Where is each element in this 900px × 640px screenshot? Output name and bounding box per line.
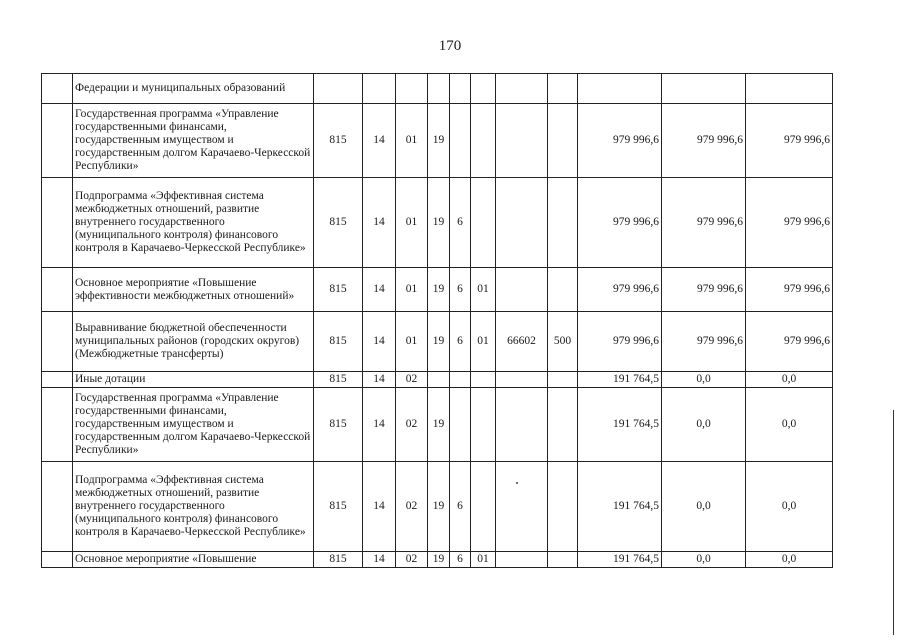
name-cell: Основное мероприятие «Повышение: [73, 552, 314, 568]
program-cell: 19: [428, 312, 450, 372]
expense-type-cell: [548, 552, 578, 568]
table-row: [42, 462, 833, 552]
event-cell: 01: [471, 268, 496, 312]
section-cell: 14: [363, 104, 396, 178]
table-row: [42, 388, 833, 462]
ministry-cell: 815: [314, 268, 363, 312]
row-number-cell: [42, 104, 73, 178]
subsection-cell: 02: [396, 372, 428, 388]
event-cell: [471, 388, 496, 462]
table-row: [42, 372, 833, 388]
section-cell: 14: [363, 312, 396, 372]
section-cell: 14: [363, 372, 396, 388]
subsection-cell: 01: [396, 104, 428, 178]
sum1-cell: 979 996,6: [578, 268, 662, 312]
sum3-cell: 979 996,6: [746, 312, 833, 372]
section-cell: 14: [363, 268, 396, 312]
section-cell: [363, 74, 396, 104]
program-cell: [428, 372, 450, 388]
sum3-cell: 0,0: [746, 388, 833, 462]
sum1-cell: 979 996,6: [578, 312, 662, 372]
program-cell: 19: [428, 552, 450, 568]
name-cell: Подпрограмма «Эффективная система межбюджетных отношений, развитие внутреннего государственного (муниципального контроля) финансового контроля в Карачаево-Черкесской Республике»: [73, 462, 314, 552]
sum2-cell: [662, 74, 746, 104]
subsection-cell: [396, 74, 428, 104]
subprogram-cell: [450, 388, 471, 462]
row-number-cell: [42, 312, 73, 372]
sum2-cell: 0,0: [662, 372, 746, 388]
sum3-cell: 979 996,6: [746, 104, 833, 178]
row-number-cell: [42, 388, 73, 462]
subsection-cell: 01: [396, 268, 428, 312]
subprogram-cell: 6: [450, 178, 471, 268]
subprogram-cell: 6: [450, 312, 471, 372]
sum1-cell: 979 996,6: [578, 104, 662, 178]
expense-type-cell: [548, 74, 578, 104]
sum3-cell: 0,0: [746, 462, 833, 552]
event-cell: [471, 462, 496, 552]
event-cell: [471, 104, 496, 178]
table-row: [42, 74, 833, 104]
subsection-cell: 02: [396, 552, 428, 568]
subprogram-cell: 6: [450, 462, 471, 552]
expense-type-cell: [548, 104, 578, 178]
section-cell: 14: [363, 178, 396, 268]
event-cell: [471, 372, 496, 388]
sum3-cell: [746, 74, 833, 104]
subprogram-cell: [450, 372, 471, 388]
sum1-cell: 191 764,5: [578, 462, 662, 552]
sum3-cell: 979 996,6: [746, 178, 833, 268]
row-number-cell: [42, 268, 73, 312]
section-cell: 14: [363, 388, 396, 462]
sum2-cell: 979 996,6: [662, 178, 746, 268]
table-row: [42, 268, 833, 312]
ministry-cell: 815: [314, 552, 363, 568]
row-number-cell: [42, 74, 73, 104]
direction-cell: [496, 178, 548, 268]
ministry-cell: [314, 74, 363, 104]
event-cell: 01: [471, 552, 496, 568]
ministry-cell: 815: [314, 388, 363, 462]
expense-type-cell: [548, 268, 578, 312]
sum1-cell: 191 764,5: [578, 372, 662, 388]
direction-cell: [496, 388, 548, 462]
program-cell: 19: [428, 178, 450, 268]
program-cell: 19: [428, 462, 450, 552]
name-cell: Государственная программа «Управление государственными финансами, государственным имуществом и государственным долгом Карачаево-Черкесской Республики»: [73, 104, 314, 178]
subprogram-cell: 6: [450, 552, 471, 568]
ministry-cell: 815: [314, 372, 363, 388]
table-row: [42, 552, 833, 568]
sum1-cell: [578, 74, 662, 104]
name-cell: Иные дотации: [73, 372, 314, 388]
section-cell: 14: [363, 552, 396, 568]
section-cell: 14: [363, 462, 396, 552]
subsection-cell: 02: [396, 462, 428, 552]
direction-cell: [496, 104, 548, 178]
subprogram-cell: 6: [450, 268, 471, 312]
table-row: [42, 312, 833, 372]
direction-cell: [496, 372, 548, 388]
subsection-cell: 01: [396, 312, 428, 372]
direction-cell: [496, 462, 548, 552]
program-cell: 19: [428, 104, 450, 178]
row-number-cell: [42, 178, 73, 268]
sum2-cell: 0,0: [662, 462, 746, 552]
name-cell: Выравнивание бюджетной обеспеченности муниципальных районов (городских округов) (Межбюджетные трансферты): [73, 312, 314, 372]
sum2-cell: 0,0: [662, 552, 746, 568]
budget-table: [41, 73, 833, 568]
sum1-cell: 191 764,5: [578, 552, 662, 568]
sum2-cell: 979 996,6: [662, 104, 746, 178]
direction-cell: [496, 552, 548, 568]
sum3-cell: 0,0: [746, 372, 833, 388]
name-cell: Основное мероприятие «Повышение эффективности межбюджетных отношений»: [73, 268, 314, 312]
name-cell: Федерации и муниципальных образований: [73, 74, 314, 104]
ministry-cell: 815: [314, 462, 363, 552]
subsection-cell: 02: [396, 388, 428, 462]
expense-type-cell: [548, 372, 578, 388]
ministry-cell: 815: [314, 104, 363, 178]
expense-type-cell: [548, 178, 578, 268]
row-number-cell: [42, 552, 73, 568]
scan-speck: [516, 482, 518, 484]
sum3-cell: 0,0: [746, 552, 833, 568]
program-cell: [428, 74, 450, 104]
program-cell: 19: [428, 388, 450, 462]
subprogram-cell: [450, 104, 471, 178]
event-cell: [471, 74, 496, 104]
row-number-cell: [42, 462, 73, 552]
sum2-cell: 979 996,6: [662, 312, 746, 372]
event-cell: [471, 178, 496, 268]
ministry-cell: 815: [314, 312, 363, 372]
sum1-cell: 979 996,6: [578, 178, 662, 268]
event-cell: 01: [471, 312, 496, 372]
expense-type-cell: [548, 388, 578, 462]
ministry-cell: 815: [314, 178, 363, 268]
direction-cell: 66602: [496, 312, 548, 372]
scan-edge-line: [893, 410, 894, 635]
expense-type-cell: 500: [548, 312, 578, 372]
sum1-cell: 191 764,5: [578, 388, 662, 462]
program-cell: 19: [428, 268, 450, 312]
subprogram-cell: [450, 74, 471, 104]
table-row: [42, 178, 833, 268]
sum3-cell: 979 996,6: [746, 268, 833, 312]
direction-cell: [496, 268, 548, 312]
direction-cell: [496, 74, 548, 104]
expense-type-cell: [548, 462, 578, 552]
name-cell: Государственная программа «Управление государственными финансами, государственным имуществом и государственным долгом Карачаево-Черкесской Республики»: [73, 388, 314, 462]
table-row: [42, 104, 833, 178]
page-number: 170: [438, 38, 462, 54]
sum2-cell: 0,0: [662, 388, 746, 462]
name-cell: Подпрограмма «Эффективная система межбюджетных отношений, развитие внутреннего государственного (муниципального контроля) финансового контроля в Карачаево-Черкесской Республике»: [73, 178, 314, 268]
sum2-cell: 979 996,6: [662, 268, 746, 312]
row-number-cell: [42, 372, 73, 388]
subsection-cell: 01: [396, 178, 428, 268]
